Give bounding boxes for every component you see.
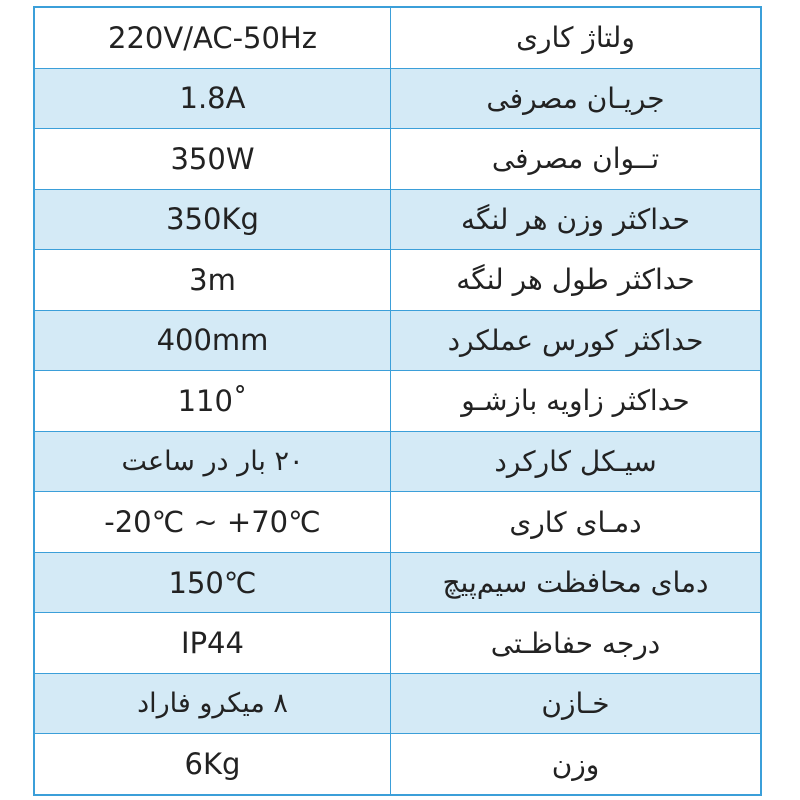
spec-value: 110˚	[34, 371, 391, 432]
spec-value: 220V/AC-50Hz	[34, 7, 391, 68]
spec-row-capacitor	[34, 673, 761, 734]
spec-label: دمـای کاری	[391, 492, 762, 553]
spec-label: سیـکل کارکرد	[391, 431, 762, 492]
spec-row-protection-rating	[34, 613, 761, 674]
spec-value: -20℃ ~ +70℃	[34, 492, 391, 553]
spec-row-max-leaf-length	[34, 250, 761, 311]
spec-value: 1.8A	[34, 68, 391, 129]
spec-label: درجه حفاظـتی	[391, 613, 762, 674]
spec-label: تــوان مصرفی	[391, 129, 762, 190]
spec-label: وزن	[391, 734, 762, 795]
spec-row-current	[34, 68, 761, 129]
spec-row-max-opening-angle	[34, 371, 761, 432]
spec-label: خـازن	[391, 673, 762, 734]
spec-value: 350W	[34, 129, 391, 190]
spec-label: دمای محافظت سیم‌پیچ	[391, 552, 762, 613]
spec-value: IP44	[34, 613, 391, 674]
spec-label: جریـان مصرفی	[391, 68, 762, 129]
spec-value: ۲۰ بار در ساعت	[34, 431, 391, 492]
spec-value: 6Kg	[34, 734, 391, 795]
spec-row-max-leaf-weight	[34, 189, 761, 250]
spec-row-max-stroke	[34, 310, 761, 371]
spec-value: 3m	[34, 250, 391, 311]
spec-value: 400mm	[34, 310, 391, 371]
spec-label: حداکثر طول هر لنگه	[391, 250, 762, 311]
spec-row-weight	[34, 734, 761, 795]
spec-row-winding-protection-temperature	[34, 552, 761, 613]
spec-label: حداکثر وزن هر لنگه	[391, 189, 762, 250]
spec-label: حداکثر کورس عملکرد	[391, 310, 762, 371]
spec-value: 350Kg	[34, 189, 391, 250]
spec-row-duty-cycle	[34, 431, 761, 492]
specifications-table	[33, 6, 762, 796]
specifications-table-body	[34, 7, 761, 795]
spec-row-operating-temperature	[34, 492, 761, 553]
spec-label: ولتاژ کاری	[391, 7, 762, 68]
spec-value: 150℃	[34, 552, 391, 613]
spec-value: ۸ میکرو فاراد	[34, 673, 391, 734]
spec-row-power	[34, 129, 761, 190]
spec-row-operating-voltage	[34, 7, 761, 68]
spec-label: حداکثر زاویه بازشـو	[391, 371, 762, 432]
